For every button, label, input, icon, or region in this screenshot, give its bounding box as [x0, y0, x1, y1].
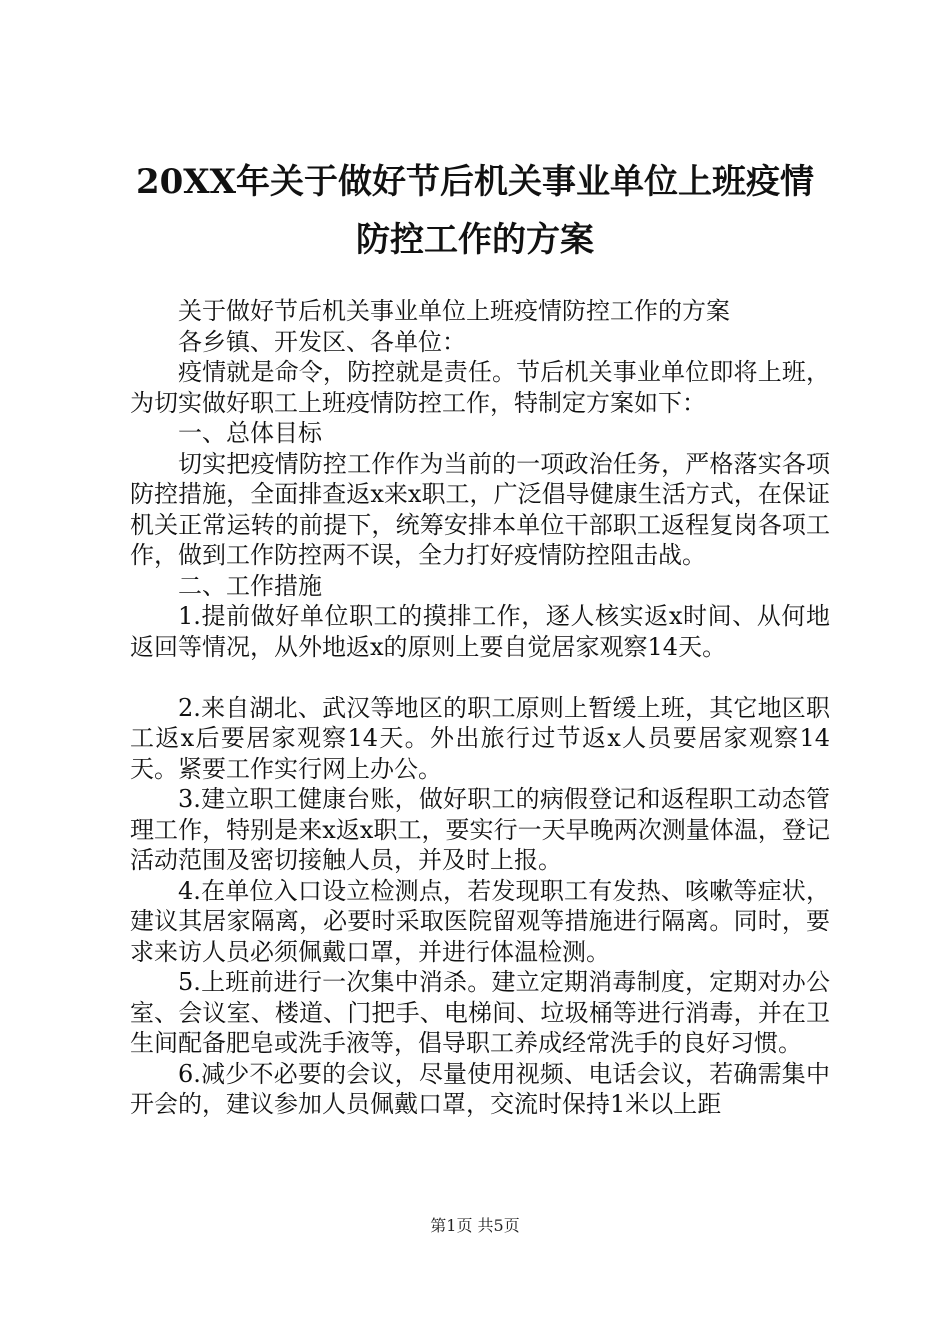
- measure-item-1: 1.提前做好单位职工的摸排工作，逐人核实返x时间、从何地返回等情况，从外地返x的原则上要自觉居家观察14天。: [130, 602, 830, 661]
- document-title-line-2: 防控工作的方案: [356, 220, 594, 260]
- paragraph-subtitle: 关于做好节后机关事业单位上班疫情防控工作的方案: [178, 297, 730, 325]
- paragraph-goal: 切实把疫情防控工作作为当前的一项政治任务，严格落实各项防控措施，全面排查返x来x职工，广泛倡导健康生活方式，在保证机关正常运转的前提下，统筹安排本单位干部职工返程复岗各项工作，做到工作防控两不误，全力打好疫情防控阻击战。: [130, 449, 830, 569]
- measure-item-4: 4.在单位入口设立检测点，若发现职工有发热、咳嗽等症状，建议其居家隔离，必要时采取医院留观等措施进行隔离。同时，要求来访人员必须佩戴口罩，并进行体温检测。: [130, 876, 830, 966]
- document-title-line-1: 20XX年关于做好节后机关事业单位上班疫情: [135, 162, 815, 202]
- measure-item-3: 3.建立职工健康台账，做好职工的病假登记和返程职工动态管理工作，特别是来x返x职工，要实行一天早晚两次测量体温，登记活动范围及密切接触人员，并及时上报。: [130, 785, 830, 874]
- measure-item-5: 5.上班前进行一次集中消杀。建立定期消毒制度，定期对办公室、会议室、楼道、门把手、电梯间、垃圾桶等进行消毒，并在卫生间配备肥皂或洗手液等，倡导职工养成经常洗手的良好习惯。: [130, 968, 830, 1057]
- paragraph-intro: 疫情就是命令，防控就是责任。节后机关事业单位即将上班，为切实做好职工上班疫情防控工作，特制定方案如下：: [130, 358, 830, 417]
- page-footer: 第1页 共5页: [430, 1216, 520, 1235]
- section-heading-2: 二、工作措施: [178, 571, 322, 600]
- measure-item-6: 6.减少不必要的会议，尽量使用视频、电话会议，若确需集中开会的，建议参加人员佩戴口罩，交流时保持1米以上距: [130, 1059, 830, 1118]
- document-body: [130, 296, 830, 1120]
- paragraph-salutation: 各乡镇、开发区、各单位：: [178, 327, 466, 356]
- measure-item-2: 2.来自湖北、武汉等地区的职工原则上暂缓上班，其它地区职工返x后要居家观察14天。外出旅行过节返x人员要居家观察14天。紧要工作实行网上办公。: [130, 693, 830, 783]
- section-heading-1: 一、总体目标: [178, 419, 322, 447]
